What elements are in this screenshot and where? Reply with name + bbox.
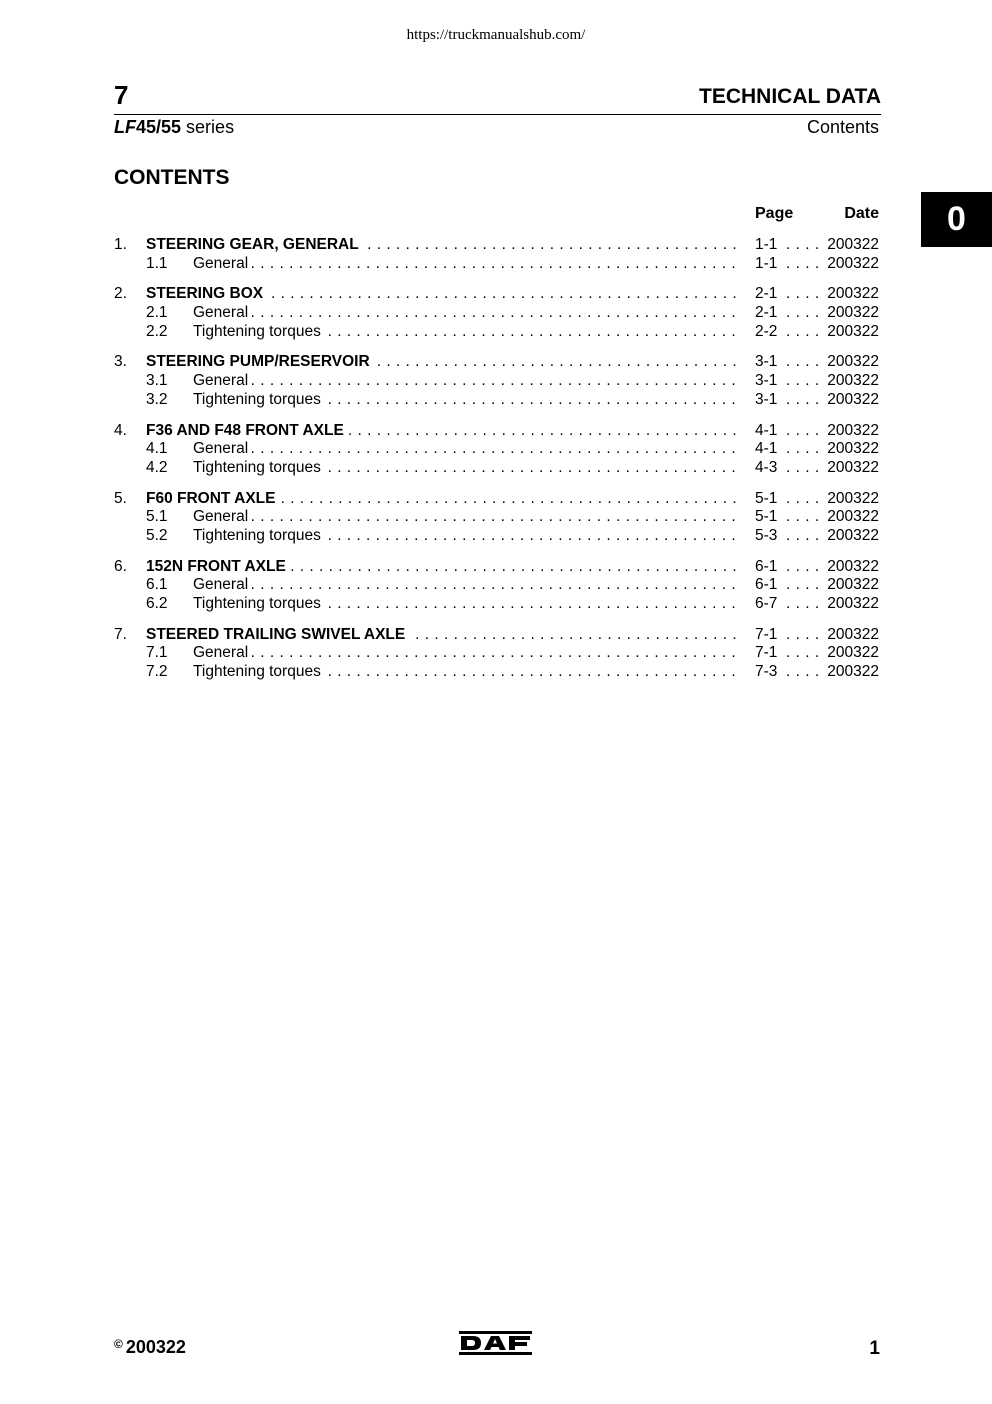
toc-subsection-row[interactable] [114, 644, 879, 663]
toc-title: Tightening torques [193, 323, 325, 340]
toc-title: General [193, 576, 252, 593]
chapter-number: 7 [114, 80, 129, 110]
toc-date: 200322 [827, 644, 879, 662]
toc-title: F36 AND F48 FRONT AXLE [146, 422, 348, 439]
toc-page: 7-3 [755, 663, 778, 681]
toc-page-leader: . . . . [786, 526, 820, 544]
toc-number: 3.1 [146, 372, 168, 390]
page-column-header: Page [755, 205, 794, 222]
toc-page-leader: . . . . [786, 390, 820, 408]
toc-page-leader: . . . . [786, 236, 820, 253]
toc-date: 200322 [827, 440, 879, 458]
toc-title-leader [193, 576, 739, 595]
toc-page-leader: . . . . [786, 595, 820, 612]
toc-date: 200322 [827, 421, 879, 439]
toc-page-leader: . . . . [786, 508, 820, 526]
chapter-tab-marker: 0 [921, 192, 992, 247]
toc-number: 6. [114, 557, 127, 575]
toc-date: 200322 [827, 489, 879, 507]
toc-title-leader [193, 527, 739, 546]
toc-title-leader [193, 372, 739, 391]
toc-subsection-row[interactable] [114, 527, 879, 546]
toc-date: 200322 [827, 304, 879, 322]
toc-group [114, 490, 879, 546]
toc-subsection-row[interactable] [114, 255, 879, 274]
toc-page-leader: . . . . [786, 557, 820, 575]
toc-page-leader: . . . . [786, 353, 820, 371]
toc-date: 200322 [827, 353, 879, 371]
toc-title-leader [193, 391, 739, 410]
toc-section-row[interactable] [114, 353, 879, 372]
copyright-symbol: © [114, 1337, 123, 1351]
toc-subsection-row[interactable] [114, 663, 879, 682]
toc-page: 2-2 [755, 322, 778, 340]
source-url[interactable]: https://truckmanualshub.com/ [406, 27, 586, 43]
toc-section-row[interactable] [114, 422, 879, 441]
toc-page: 2-1 [755, 285, 778, 303]
toc-title-leader [193, 508, 739, 527]
toc-title-leader [193, 304, 739, 323]
toc-section-row[interactable] [114, 285, 879, 304]
toc-page: 1-1 [755, 236, 778, 253]
toc-page: 4-3 [755, 458, 778, 476]
toc-number: 5.2 [146, 526, 168, 544]
toc-number: 7.2 [146, 663, 168, 681]
toc-page: 7-1 [755, 625, 778, 643]
toc-number: 5.1 [146, 508, 168, 526]
toc-date: 200322 [827, 508, 879, 526]
page-subtitle: Contents [806, 117, 879, 137]
toc-page: 3-1 [755, 372, 778, 390]
toc-subsection-row[interactable] [114, 372, 879, 391]
toc-subsection-row[interactable] [114, 459, 879, 478]
toc-number: 4. [114, 421, 127, 439]
toc-page-leader: . . . . [786, 458, 820, 476]
toc-title: Tightening torques [193, 391, 325, 408]
toc-page: 4-1 [755, 440, 778, 458]
toc-subsection-row[interactable] [114, 440, 879, 459]
toc-title: Tightening torques [193, 663, 325, 680]
toc-date: 200322 [827, 458, 879, 476]
footer-copyright [114, 1337, 186, 1358]
toc-number: 3. [114, 353, 127, 371]
toc-page-leader: . . . . [786, 644, 820, 662]
toc-group [114, 558, 879, 614]
toc-subsection-row[interactable] [114, 304, 879, 323]
toc-page-leader: . . . . [786, 576, 820, 594]
toc-section-row[interactable] [114, 490, 879, 509]
toc-page-leader: . . . . [786, 322, 820, 340]
toc-title-leader [193, 663, 739, 682]
toc-title-leader [193, 595, 739, 614]
daf-logo [459, 1331, 532, 1355]
toc-title-leader [146, 353, 739, 372]
toc-title-leader [146, 626, 739, 645]
toc-number: 7. [114, 625, 127, 643]
toc-number: 7.1 [146, 644, 168, 662]
toc-subsection-row[interactable] [114, 391, 879, 410]
toc-number: 5. [114, 489, 127, 507]
toc-page: 6-7 [755, 595, 778, 612]
toc-number: 3.2 [146, 390, 168, 408]
series-word: series [181, 117, 235, 137]
toc-section-row[interactable] [114, 558, 879, 577]
toc-page: 2-1 [755, 304, 778, 322]
toc-number: 4.2 [146, 458, 168, 476]
toc-title: STEERED TRAILING SWIVEL AXLE [146, 626, 409, 643]
toc-title: Tightening torques [193, 595, 325, 612]
toc-date: 200322 [827, 576, 879, 594]
toc-title: STEERING PUMP/RESERVOIR [146, 353, 374, 370]
toc-date: 200322 [827, 322, 879, 340]
toc-number: 6.1 [146, 576, 168, 594]
toc-page-leader: . . . . [786, 372, 820, 390]
toc-number: 2.2 [146, 322, 168, 340]
toc-group [114, 236, 879, 273]
toc-page: 5-3 [755, 526, 778, 544]
toc-title-leader [193, 440, 739, 459]
toc-section-row[interactable] [114, 236, 879, 255]
toc-date: 200322 [827, 663, 879, 681]
toc-page: 4-1 [755, 421, 778, 439]
date-column-header: Date [844, 205, 879, 222]
toc-number: 6.2 [146, 595, 168, 612]
toc-page: 6-1 [755, 576, 778, 594]
toc-title-leader [193, 459, 739, 478]
toc-page-leader: . . . . [786, 254, 820, 272]
section-title: TECHNICAL DATA [699, 85, 881, 108]
toc-section-row[interactable] [114, 626, 879, 645]
toc-title-leader [146, 285, 739, 304]
toc-title: General [193, 372, 252, 389]
toc-number: 4.1 [146, 440, 168, 458]
toc-number: 2.1 [146, 304, 168, 322]
toc-title: General [193, 304, 252, 321]
toc-page-leader: . . . . [786, 440, 820, 458]
toc-title: F60 FRONT AXLE [146, 490, 279, 507]
toc-page: 5-1 [755, 508, 778, 526]
series-number: 45/55 [136, 117, 182, 137]
toc-title: Tightening torques [193, 459, 325, 476]
contents-heading: CONTENTS [114, 166, 230, 189]
toc-page-leader: . . . . [786, 625, 820, 643]
toc-page: 3-1 [755, 390, 778, 408]
toc-title: General [193, 440, 252, 457]
toc-title-leader [146, 422, 739, 441]
toc-page: 3-1 [755, 353, 778, 371]
toc-subsection-row[interactable] [114, 576, 879, 595]
toc-date: 200322 [827, 285, 879, 303]
copyright-date: 200322 [125, 1337, 186, 1357]
toc-group [114, 626, 879, 682]
toc-page: 5-1 [755, 489, 778, 507]
toc-title: General [193, 255, 252, 272]
page-number: 1 [869, 1338, 880, 1359]
toc-page: 6-1 [755, 557, 778, 575]
toc-page-leader: . . . . [786, 285, 820, 303]
toc-page-leader: . . . . [786, 421, 820, 439]
toc-title: General [193, 644, 252, 661]
header-rule [114, 114, 881, 115]
toc-title-leader [146, 490, 739, 509]
toc-group [114, 285, 879, 341]
toc-page-leader: . . . . [786, 663, 820, 681]
toc-number: 1. [114, 236, 127, 253]
toc-date: 200322 [827, 595, 879, 612]
toc-title: 152N FRONT AXLE [146, 558, 290, 575]
toc-number: 2. [114, 285, 127, 303]
toc-page: 7-1 [755, 644, 778, 662]
toc-date: 200322 [827, 254, 879, 272]
toc-date: 200322 [827, 236, 879, 253]
toc-page-leader: . . . . [786, 304, 820, 322]
toc-date: 200322 [827, 625, 879, 643]
toc-page: 1-1 [755, 254, 778, 272]
toc-page-leader: . . . . [786, 489, 820, 507]
toc-group [114, 353, 879, 409]
toc-date: 200322 [827, 372, 879, 390]
toc-subsection-row[interactable] [114, 508, 879, 527]
toc-title: STEERING GEAR, GENERAL [146, 236, 363, 253]
toc-number: 1.1 [146, 254, 168, 272]
toc-title-leader [193, 255, 739, 274]
toc-date: 200322 [827, 526, 879, 544]
toc-date: 200322 [827, 390, 879, 408]
toc-subsection-row[interactable] [114, 323, 879, 342]
toc-title-leader [193, 644, 739, 663]
toc-title: General [193, 508, 252, 525]
toc-subsection-row[interactable] [114, 595, 879, 614]
toc-title-leader [146, 558, 739, 577]
toc-group [114, 422, 879, 478]
series-lf: LF [114, 117, 136, 137]
toc-title-leader [146, 236, 739, 255]
toc-title: STEERING BOX [146, 285, 267, 302]
table-of-contents [114, 236, 879, 694]
toc-title-leader [193, 323, 739, 342]
series-label [114, 117, 234, 138]
toc-date: 200322 [827, 557, 879, 575]
toc-title: Tightening torques [193, 527, 325, 544]
